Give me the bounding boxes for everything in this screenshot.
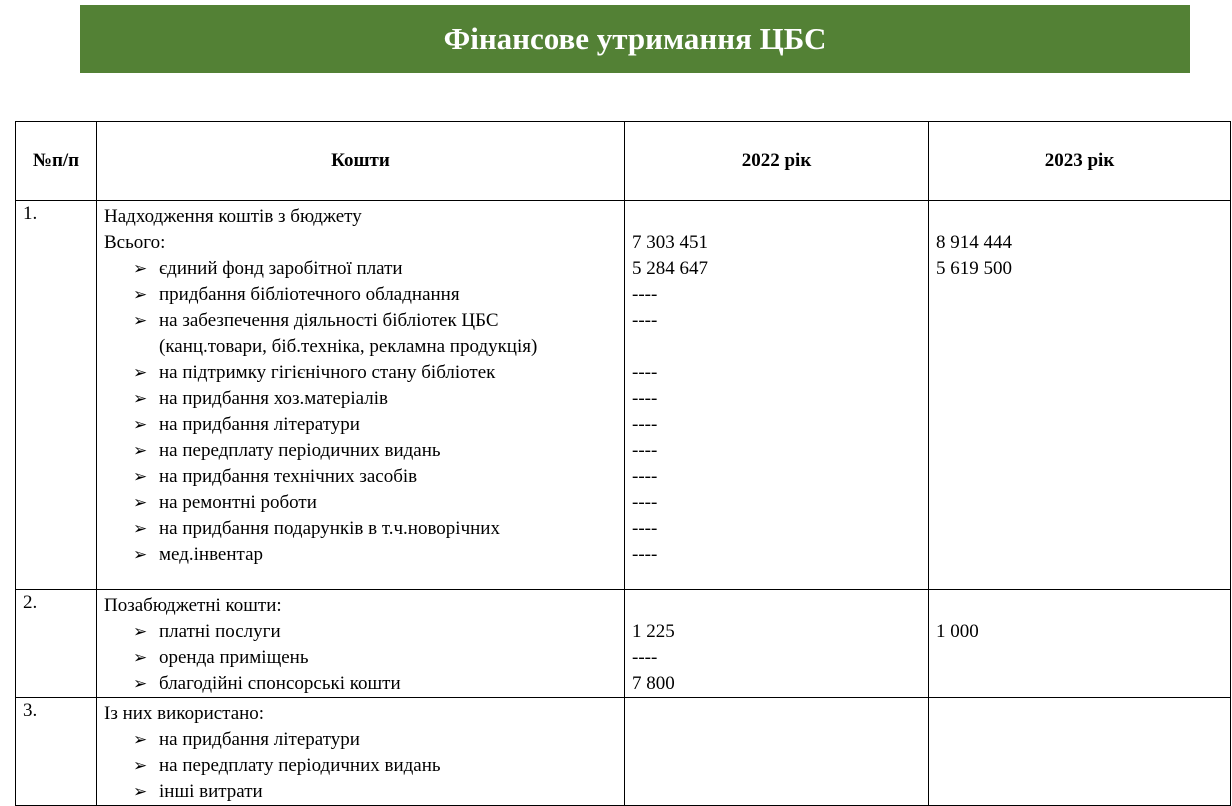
item-value-2022: ---- bbox=[632, 466, 658, 487]
item-value-2023 bbox=[936, 542, 1230, 568]
list-item bbox=[104, 464, 624, 490]
blank-line bbox=[632, 593, 928, 619]
row-heading: Позабюджетні кошти: bbox=[104, 595, 282, 616]
header-2022: 2022 рік bbox=[625, 122, 929, 201]
blank-line bbox=[936, 204, 1230, 230]
item-value-2022: 7 800 bbox=[632, 673, 675, 694]
list-item bbox=[104, 282, 624, 308]
item-value-2022: ---- bbox=[632, 388, 658, 409]
total-label: Всього: bbox=[104, 232, 166, 253]
item-label: придбання бібліотечного обладнання bbox=[159, 284, 460, 305]
row-value-2023-cell bbox=[929, 201, 1231, 590]
item-value-2023 bbox=[936, 516, 1230, 542]
row-value-2023-cell bbox=[929, 590, 1231, 698]
item-label: на придбання літератури bbox=[159, 414, 360, 435]
blank-line bbox=[632, 204, 928, 230]
item-value-2023 bbox=[936, 386, 1230, 412]
item-value-2023 bbox=[936, 490, 1230, 516]
item-label: оренда приміщень bbox=[159, 647, 309, 668]
item-value-2023 bbox=[936, 308, 1230, 334]
item-value-2022: ---- bbox=[632, 647, 658, 668]
row-funds-cell bbox=[97, 201, 625, 590]
arrow-bullet-icon: ➢ bbox=[133, 363, 148, 383]
item-value-2022: ---- bbox=[632, 362, 658, 383]
item-value-2023 bbox=[936, 753, 1230, 779]
item-value-2023: 5 619 500 bbox=[936, 258, 1012, 279]
item-value-2022: ---- bbox=[632, 492, 658, 513]
table-row bbox=[16, 201, 1231, 590]
table-row bbox=[16, 698, 1231, 806]
total-2022: 7 303 451 bbox=[632, 232, 708, 253]
row-value-2022-cell bbox=[625, 590, 929, 698]
item-label: на передплату періодичних видань bbox=[159, 755, 441, 776]
item-value-2023 bbox=[936, 779, 1230, 805]
arrow-bullet-icon: ➢ bbox=[133, 259, 148, 279]
item-label: на передплату періодичних видань bbox=[159, 440, 441, 461]
item-value-2022: ---- bbox=[632, 310, 658, 331]
row-heading: Із них використано: bbox=[104, 703, 265, 724]
item-label: інші витрати bbox=[159, 781, 263, 802]
item-value-2022: ---- bbox=[632, 440, 658, 461]
list-item bbox=[104, 438, 624, 464]
list-item bbox=[104, 386, 624, 412]
arrow-bullet-icon: ➢ bbox=[133, 285, 148, 305]
row-funds-cell bbox=[97, 698, 625, 806]
item-label: на придбання літератури bbox=[159, 729, 360, 750]
item-value-2023 bbox=[936, 645, 1230, 671]
item-value-2023 bbox=[936, 412, 1230, 438]
arrow-bullet-icon: ➢ bbox=[133, 545, 148, 565]
arrow-bullet-icon: ➢ bbox=[133, 467, 148, 487]
arrow-bullet-icon: ➢ bbox=[133, 674, 148, 694]
finance-table bbox=[15, 121, 1231, 806]
item-label: на придбання хоз.матеріалів bbox=[159, 388, 388, 409]
row-value-2022-cell bbox=[625, 698, 929, 806]
arrow-bullet-icon: ➢ bbox=[133, 311, 148, 331]
item-value-2022: ---- bbox=[632, 284, 658, 305]
row-number: 1. bbox=[16, 201, 97, 590]
list-item bbox=[104, 360, 624, 386]
item-value-2022: 5 284 647 bbox=[632, 258, 708, 279]
title-banner bbox=[80, 5, 1190, 73]
item-value-2022: ---- bbox=[632, 414, 658, 435]
item-label: на ремонтні роботи bbox=[159, 492, 317, 513]
item-value-2022: ---- bbox=[632, 518, 658, 539]
list-item bbox=[104, 671, 624, 697]
item-value-2022: ---- bbox=[632, 544, 658, 565]
item-label: на придбання технічних засобів bbox=[159, 466, 418, 487]
list-item bbox=[104, 779, 624, 805]
blank-line bbox=[936, 701, 1230, 727]
list-item bbox=[104, 490, 624, 516]
item-label: мед.інвентар bbox=[159, 544, 263, 565]
arrow-bullet-icon: ➢ bbox=[133, 415, 148, 435]
header-2023: 2023 рік bbox=[929, 122, 1231, 201]
row-funds-cell bbox=[97, 590, 625, 698]
list-item bbox=[104, 645, 624, 671]
row-heading: Надходження коштів з бюджету bbox=[104, 206, 362, 227]
item-label: платні послуги bbox=[159, 621, 281, 642]
arrow-bullet-icon: ➢ bbox=[133, 756, 148, 776]
item-value-2022 bbox=[632, 779, 928, 805]
row-number: 2. bbox=[16, 590, 97, 698]
list-item bbox=[104, 516, 624, 542]
item-label: єдиний фонд заробітної плати bbox=[159, 258, 403, 279]
item-label: благодійні спонсорські кошти bbox=[159, 673, 401, 694]
item-value-2023 bbox=[936, 438, 1230, 464]
table-row bbox=[16, 590, 1231, 698]
list-item bbox=[104, 412, 624, 438]
list-item bbox=[104, 753, 624, 779]
item-value-2023 bbox=[936, 727, 1230, 753]
list-item bbox=[104, 542, 624, 568]
arrow-bullet-icon: ➢ bbox=[133, 519, 148, 539]
table-header-row bbox=[16, 122, 1231, 201]
blank-line bbox=[632, 334, 928, 360]
list-item bbox=[104, 619, 624, 645]
arrow-bullet-icon: ➢ bbox=[133, 622, 148, 642]
arrow-bullet-icon: ➢ bbox=[133, 648, 148, 668]
item-label: на придбання подарунків в т.ч.новорічних bbox=[159, 518, 500, 539]
row-value-2023-cell bbox=[929, 698, 1231, 806]
row-value-2022-cell bbox=[625, 201, 929, 590]
total-2023: 8 914 444 bbox=[936, 232, 1012, 253]
item-label: на підтримку гігієнічного стану бібліотек bbox=[159, 362, 496, 383]
row-number: 3. bbox=[16, 698, 97, 806]
item-label-continued: (канц.товари, біб.техніка, рекламна продукція) bbox=[159, 336, 538, 357]
item-value-2022: 1 225 bbox=[632, 621, 675, 642]
item-value-2023 bbox=[936, 671, 1230, 697]
list-item bbox=[104, 727, 624, 753]
arrow-bullet-icon: ➢ bbox=[133, 493, 148, 513]
arrow-bullet-icon: ➢ bbox=[133, 389, 148, 409]
page-title: Фінансове утримання ЦБС bbox=[443, 21, 827, 56]
arrow-bullet-icon: ➢ bbox=[133, 782, 148, 802]
header-funds: Кошти bbox=[97, 122, 625, 201]
item-value-2023 bbox=[936, 464, 1230, 490]
blank-line bbox=[936, 593, 1230, 619]
item-value-2023: 1 000 bbox=[936, 621, 979, 642]
arrow-bullet-icon: ➢ bbox=[133, 730, 148, 750]
item-value-2022 bbox=[632, 727, 928, 753]
item-value-2023 bbox=[936, 282, 1230, 308]
item-value-2023 bbox=[936, 360, 1230, 386]
blank-line bbox=[632, 701, 928, 727]
item-value-2022 bbox=[632, 753, 928, 779]
list-item bbox=[104, 256, 624, 282]
header-num: №п/п bbox=[16, 122, 97, 201]
blank-line bbox=[936, 334, 1230, 360]
list-item bbox=[104, 308, 624, 334]
arrow-bullet-icon: ➢ bbox=[133, 441, 148, 461]
item-label: на забезпечення діяльності бібліотек ЦБС bbox=[159, 310, 499, 331]
